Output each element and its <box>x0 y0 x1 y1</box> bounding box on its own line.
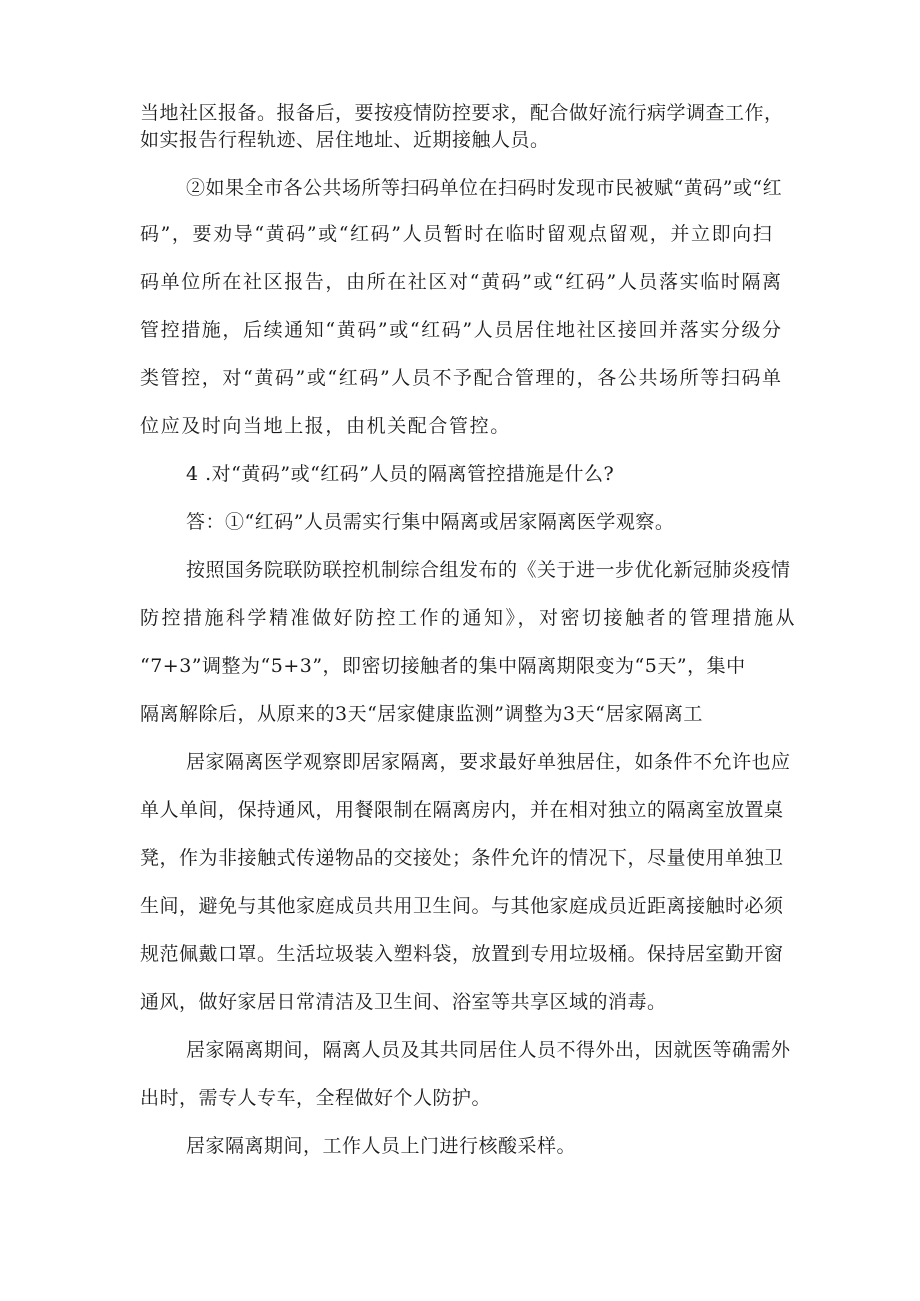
text-line: 通风，做好家居日常清洁及卫生间、浴室等共享区域的消毒。 <box>140 991 667 1013</box>
text-line: 位应及时向当地上报，由机关配合管控。 <box>140 415 511 437</box>
text-line: 类管控，对“黄码”或“红码”人员不予配合管理的，各公共场所等扫码单 <box>140 367 783 389</box>
text-line: 居家隔离期间，隔离人员及其共同居住人员不得外出，因就医等确需外 <box>186 1039 791 1061</box>
text-line: 按照国务院联防联控机制综合组发布的《关于进一步优化新冠肺炎疫情 <box>186 559 791 581</box>
text-line: 防控措施科学精准做好防控工作的通知》，对密切接触者的管理措施从 <box>140 607 798 629</box>
text-line: 生间，避免与其他家庭成员共用卫生间。与其他家庭成员近距离接触时必须 <box>140 895 784 917</box>
question-heading: 4 .对“黄码”或“红码”人员的隔离管控措施是什么? <box>186 463 615 485</box>
text-line: 规范佩戴口罩。生活垃圾装入塑料袋，放置到专用垃圾桶。保持居室勤开窗 <box>140 943 784 965</box>
answer-line: 答：①“红码”人员需实行集中隔离或居家隔离医学观察。 <box>186 511 675 533</box>
text-line: 管控措施，后续通知“黄码”或“红码”人员居住地社区接回并落实分级分 <box>140 319 783 341</box>
text-line: “7+3”调整为“5+3”，即密切接触者的集中隔离期限变为“5天”，集中 <box>140 655 746 677</box>
text-line: 码单位所在社区报告，由所在社区对“黄码”或“红码”人员落实临时隔离 <box>140 271 783 293</box>
text-line: 隔离解除后，从原来的3天“居家健康监测”调整为3天“居家隔离工 <box>140 703 703 725</box>
text-line: 居家隔离期间，工作人员上门进行核酸采样。 <box>186 1135 577 1157</box>
text-line: 单人单间，保持通风，用餐限制在隔离房内，并在相对独立的隔离室放置桌 <box>140 799 784 821</box>
text-line: 如实报告行程轨迹、居住地址、近期接触人员。 <box>140 129 550 151</box>
text-line: 居家隔离医学观察即居家隔离，要求最好单独居住，如条件不允许也应 <box>186 751 791 773</box>
text-line: ②如果全市各公共场所等扫码单位在扫码时发现市民被赋“黄码”或“红 <box>186 177 783 199</box>
text-line: 凳，作为非接触式传递物品的交接处；条件允许的情况下，尽量使用单独卫 <box>140 847 784 869</box>
text-line: 当地社区报备。报备后，要按疫情防控要求，配合做好流行病学调查工作， <box>140 102 784 124</box>
text-line: 出时，需专人专车，全程做好个人防护。 <box>140 1087 492 1109</box>
text-line: 码”，要劝导“黄码”或“红码”人员暂时在临时留观点留观，并立即向扫 <box>140 223 774 245</box>
